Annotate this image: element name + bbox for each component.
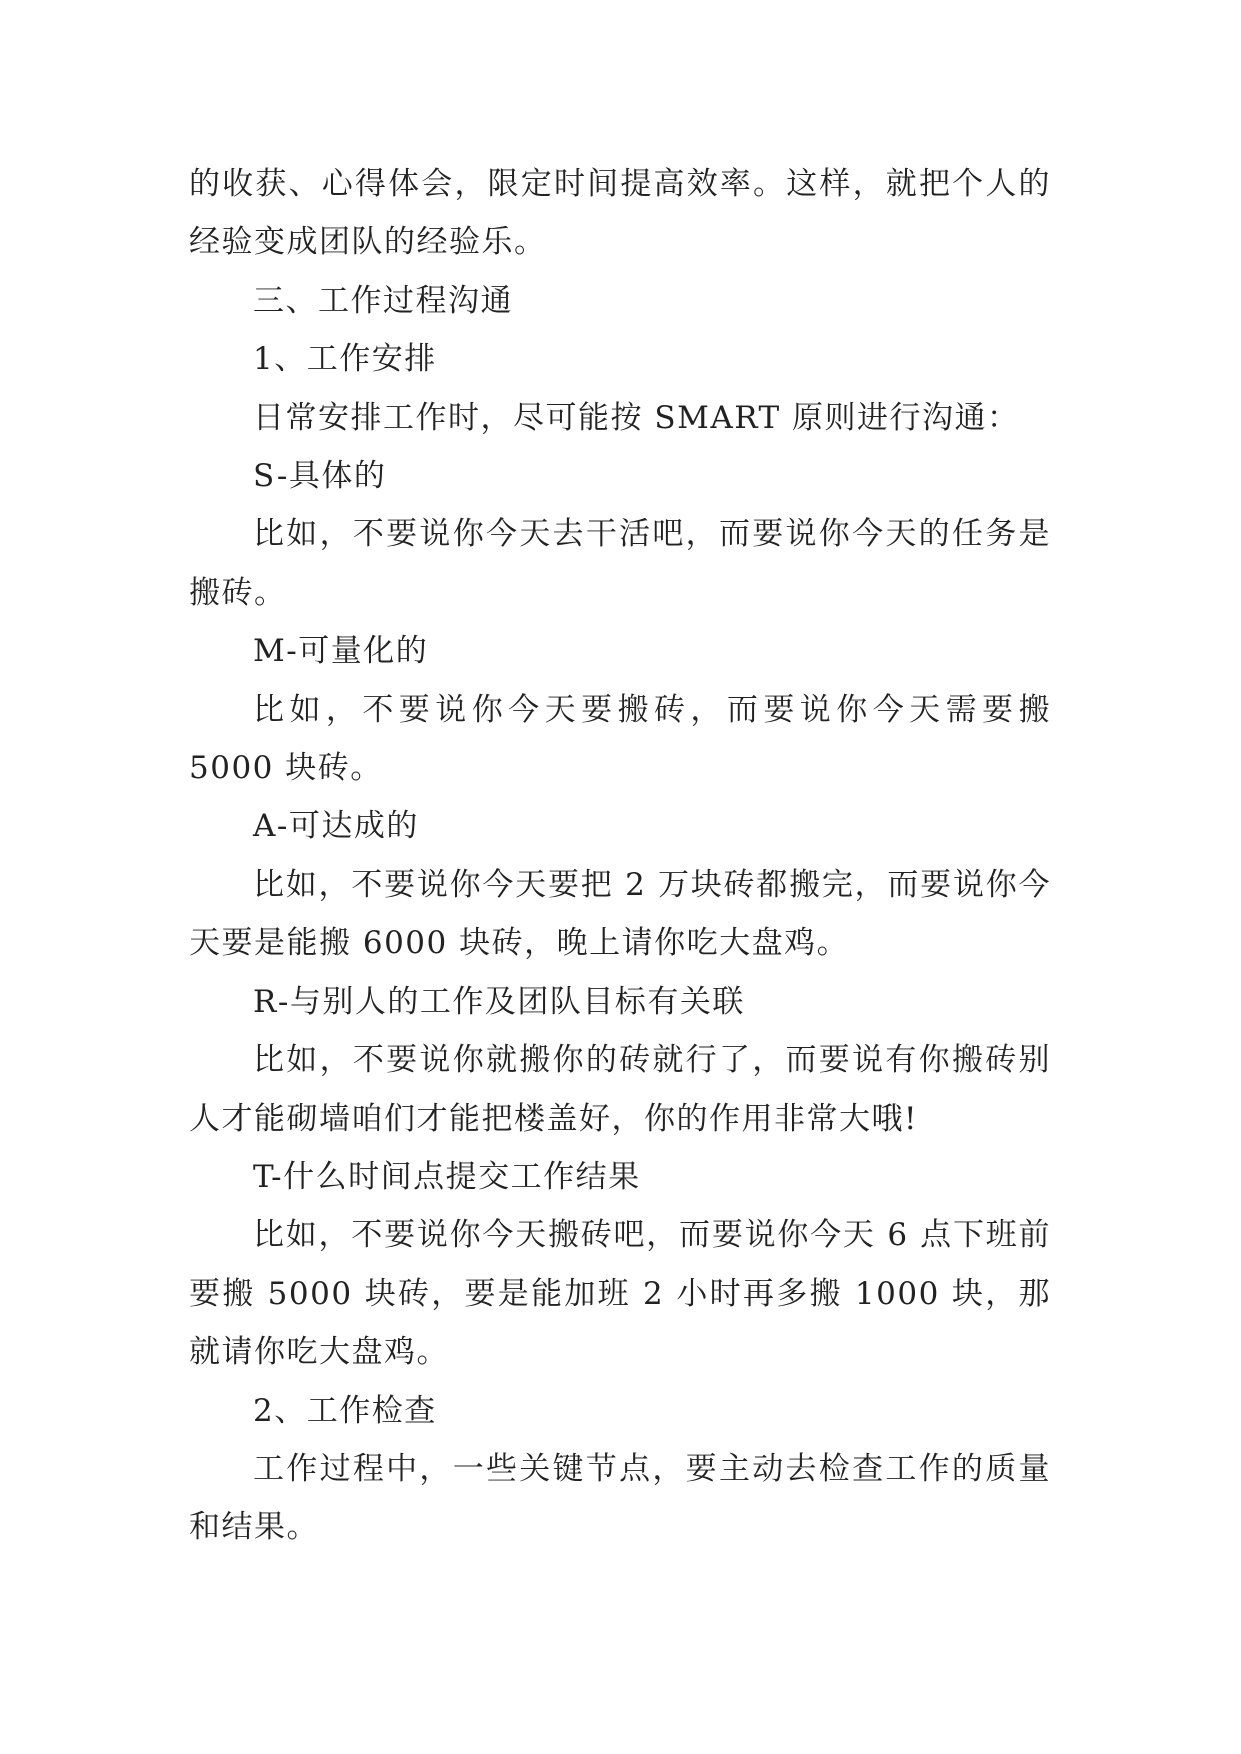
paragraph-example-s: 比如，不要说你今天去干活吧，而要说你今天的任务是搬砖。 [189, 516, 1051, 611]
smart-item-m: M-可量化的 [253, 633, 429, 670]
paragraph-continuation: 的收获、心得体会，限定时间提高效率。这样，就把个人的经验变成团队的经验乐。 [189, 166, 1051, 261]
paragraph-smart-intro: 日常安排工作时，尽可能按 SMART 原则进行沟通： [253, 399, 1020, 436]
subheading-work-arrangement: 1、工作安排 [253, 341, 437, 378]
subheading-work-check: 2、工作检查 [253, 1392, 437, 1429]
paragraph-example-r: 比如，不要说你就搬你的砖就行了，而要说有你搬砖别人才能砌墙咱们才能把楼盖好，你的作用非常大哦! [189, 1042, 1051, 1137]
document-body [189, 155, 1051, 1557]
smart-item-a: A-可达成的 [253, 808, 419, 845]
smart-item-s: S-具体的 [253, 458, 387, 495]
paragraph-example-t: 比如，不要说你今天搬砖吧，而要说你今天 6 点下班前要搬 5000 块砖，要是能加班 2 小时再多搬 1000 块，那就请你吃大盘鸡。 [189, 1217, 1051, 1371]
paragraph-example-a: 比如，不要说你今天要把 2 万块砖都搬完，而要说你今天要是能搬 6000 块砖，晚上请你吃大盘鸡。 [189, 866, 1051, 962]
smart-item-t: T-什么时间点提交工作结果 [253, 1158, 641, 1195]
paragraph-example-m: 比如，不要说你今天要搬砖，而要说你今天需要搬 5000 块砖。 [189, 691, 1051, 787]
paragraph-work-check: 工作过程中，一些关键节点，要主动去检查工作的质量和结果。 [189, 1450, 1051, 1546]
section-heading-3: 三、工作过程沟通 [253, 282, 513, 319]
smart-item-r: R-与别人的工作及团队目标有关联 [253, 983, 745, 1020]
